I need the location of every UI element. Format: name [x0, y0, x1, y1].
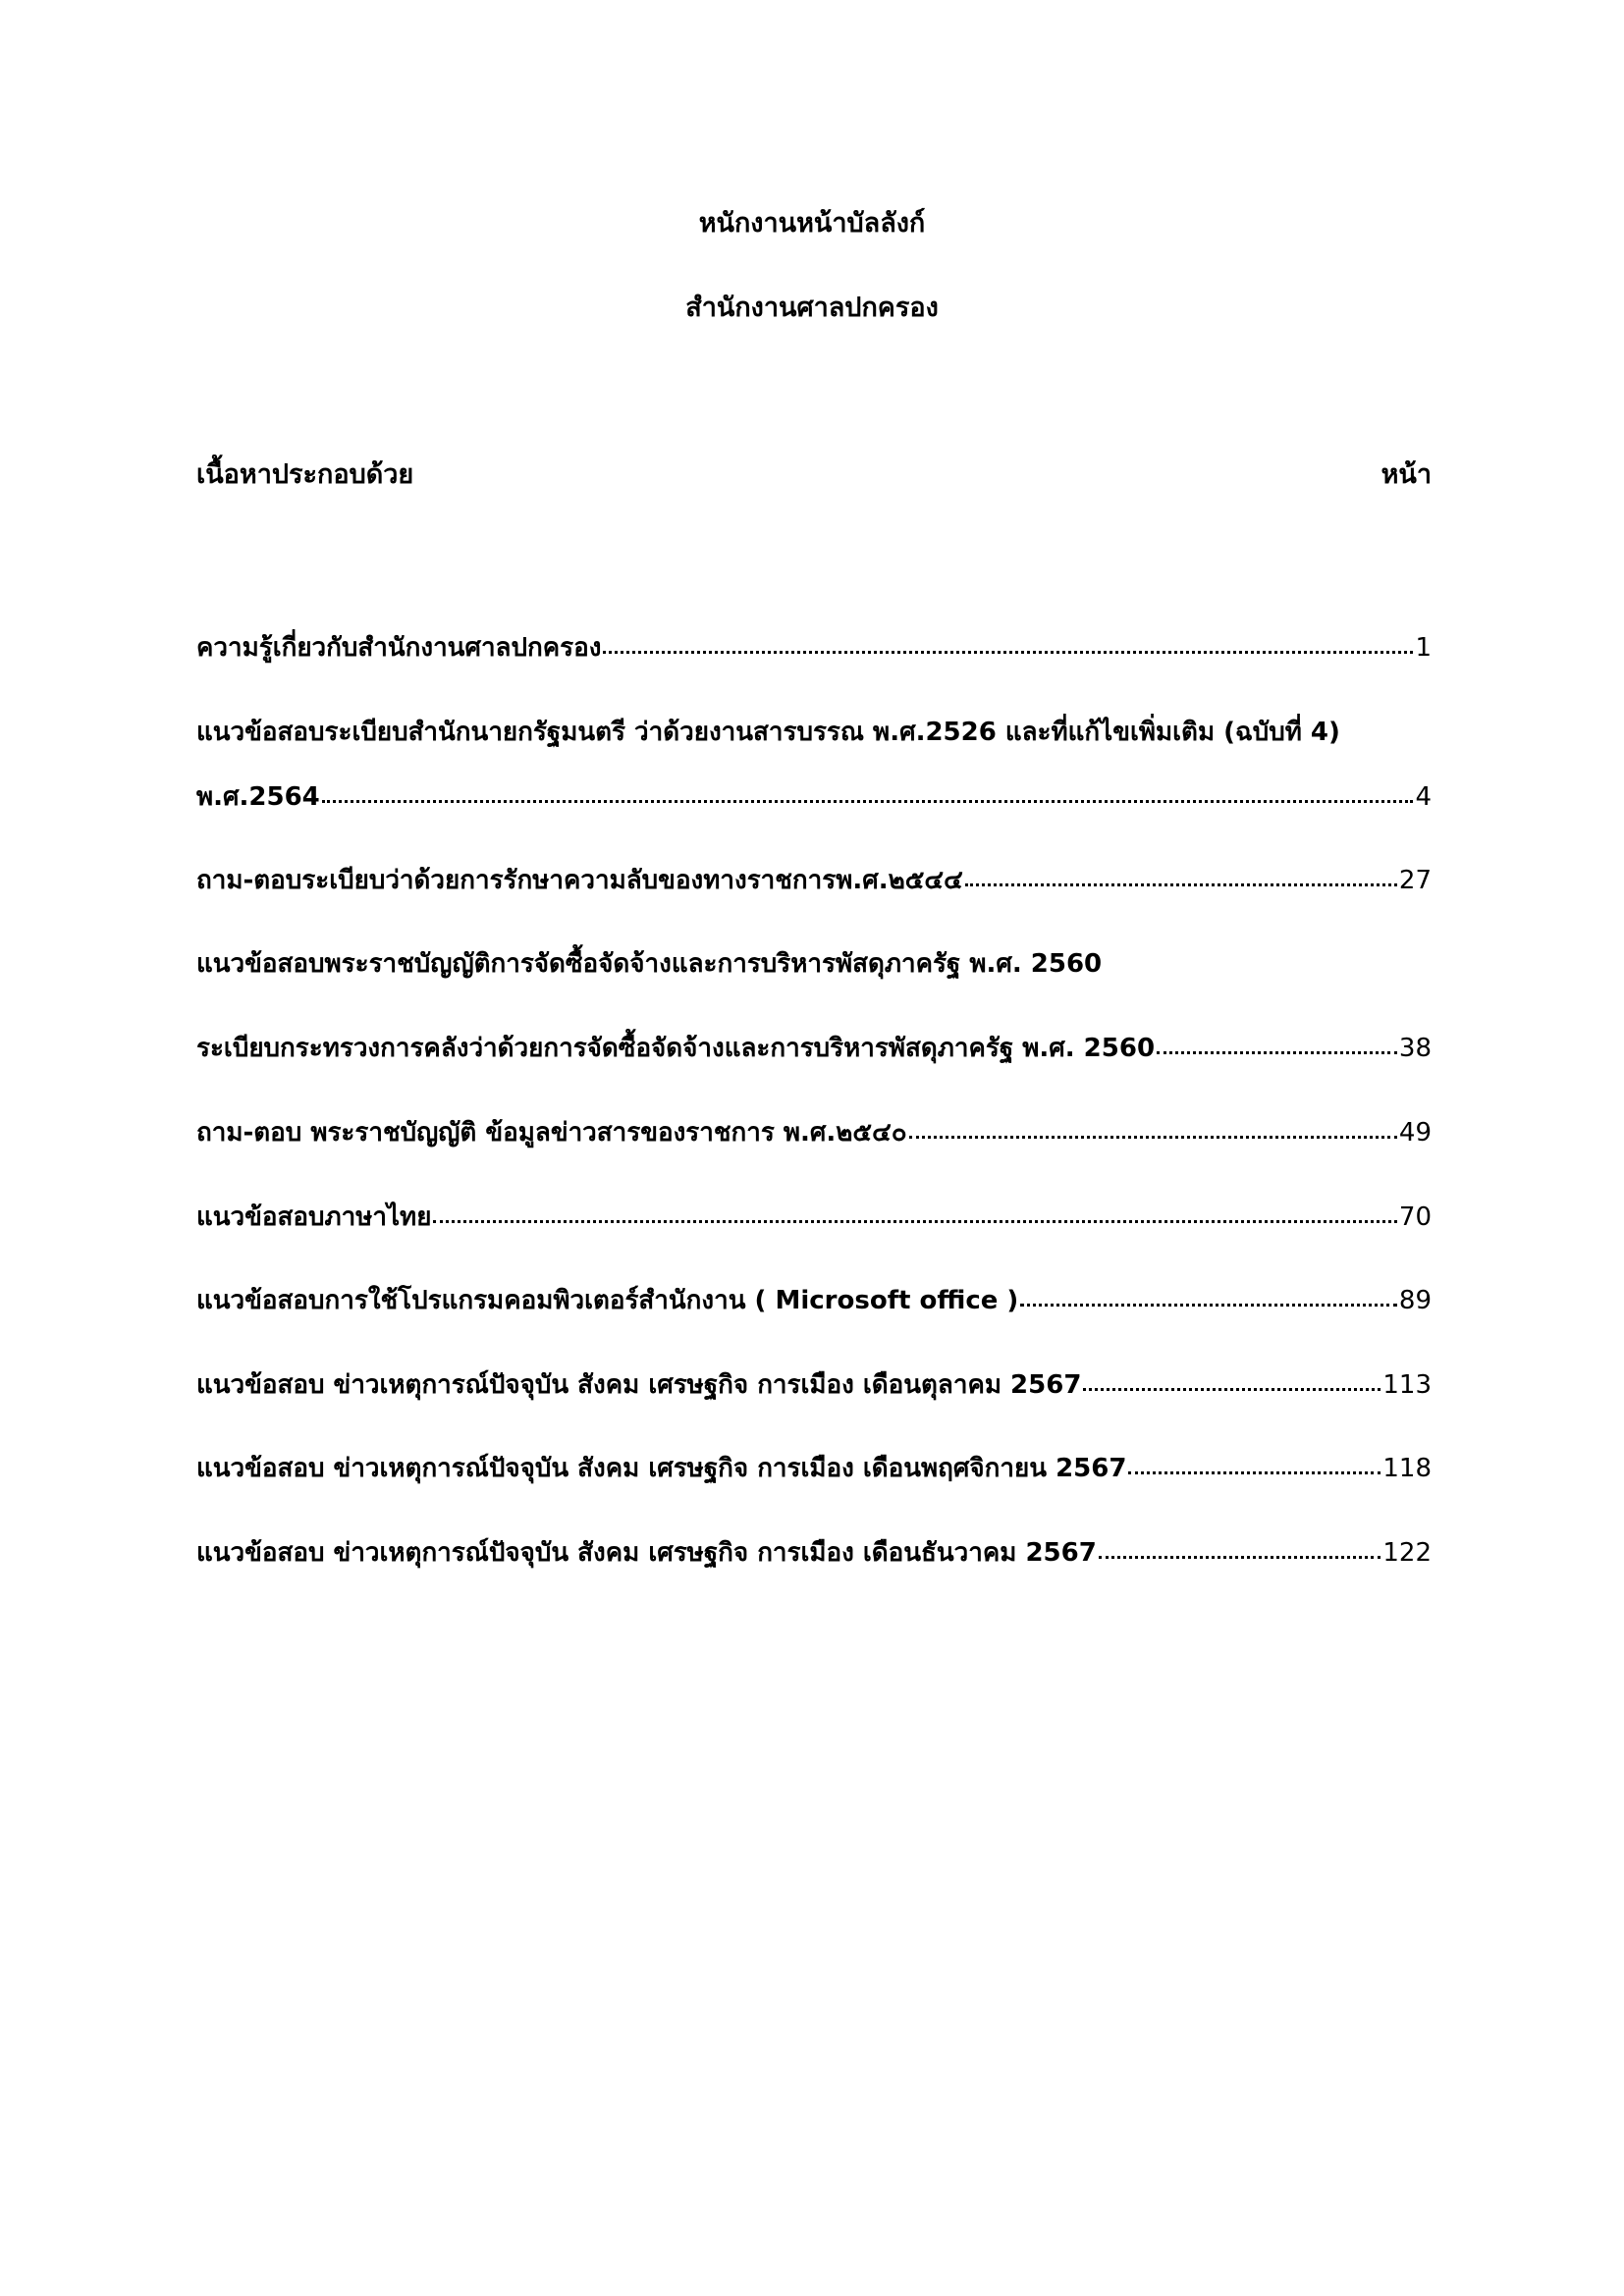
toc-leader-dots: [322, 792, 1414, 803]
toc-entry-label: ถาม-ตอบระเบียบว่าด้วยการรักษาความลับของทางราชการพ.ศ.๒๕๔๔: [196, 866, 963, 895]
toc-entry-page: 27: [1398, 866, 1432, 895]
toc-leader-dots: [603, 643, 1413, 654]
toc-heading-row: [196, 455, 1432, 495]
toc-entry-label: แนวข้อสอบพระราชบัญญัติการจัดซื้อจัดจ้างและการบริหารพัสดุภาครัฐ พ.ศ. 2560: [196, 949, 1103, 979]
toc-entry-label: แนวข้อสอบภาษาไทย: [196, 1202, 432, 1232]
toc-leader-dots: [1099, 1548, 1381, 1559]
toc-entry-page: 70: [1398, 1202, 1432, 1232]
toc-entry-page: 1: [1415, 633, 1432, 663]
toc-heading-page: หน้า: [1380, 459, 1432, 490]
toc-entry-label: ความรู้เกี่ยวกับสำนักงานศาลปกครอง: [196, 633, 602, 663]
toc-entry[interactable]: [196, 944, 1432, 984]
toc-leader-dots: [1020, 1296, 1397, 1307]
toc-entry-page: 122: [1382, 1538, 1432, 1568]
toc-entry-label: ระเบียบกระทรวงการคลังว่าด้วยการจัดซื้อจัดจ้างและการบริหารพัสดุภาครัฐ พ.ศ. 2560: [196, 1034, 1156, 1063]
toc-leader-dots: [909, 1128, 1397, 1139]
document-title: หนักงานหน้าบัลลังก์: [698, 208, 926, 239]
toc-entry-page: 89: [1398, 1286, 1432, 1315]
toc-entry[interactable]: [196, 861, 1432, 900]
toc-leader-dots: [1128, 1464, 1380, 1474]
toc-leader-dots: [433, 1212, 1396, 1223]
toc-entry[interactable]: [196, 1029, 1432, 1068]
toc-entry[interactable]: [196, 713, 1432, 752]
toc-leader-dots: [1157, 1043, 1397, 1054]
toc-entry-page: 113: [1382, 1370, 1432, 1400]
toc-entry-page: 4: [1415, 782, 1432, 812]
toc-entry[interactable]: [196, 1198, 1432, 1237]
toc-entry-page: 118: [1382, 1454, 1432, 1483]
document-subtitle: สำนักงานศาลปกครอง: [685, 293, 939, 323]
toc-entry-label: ถาม-ตอบ พระราชบัญญัติ ข้อมูลข่าวสารของราชการ พ.ศ.๒๕๔๐: [196, 1118, 907, 1148]
toc-entry-label: แนวข้อสอบ ข่าวเหตุการณ์ปัจจุบัน สังคม เศรษฐกิจ การเมือง เดือนธันวาคม 2567: [196, 1538, 1097, 1568]
toc-entry[interactable]: [196, 1281, 1432, 1320]
toc-heading-contents: เนื้อหาประกอบด้วย: [196, 459, 414, 490]
toc-entry[interactable]: [196, 1365, 1432, 1405]
toc-entry[interactable]: [196, 1113, 1432, 1152]
toc-entry-label: แนวข้อสอบ ข่าวเหตุการณ์ปัจจุบัน สังคม เศรษฐกิจ การเมือง เดือนตุลาคม 2567: [196, 1370, 1082, 1400]
toc-entry[interactable]: [196, 777, 1432, 817]
toc-leader-dots: [965, 876, 1397, 886]
toc-entry-page: 49: [1398, 1118, 1432, 1148]
toc-leader-dots: [1083, 1380, 1380, 1391]
toc-entry[interactable]: [196, 628, 1432, 667]
toc-entry-label: แนวข้อสอบระเบียบสำนักนายกรัฐมนตรี ว่าด้วยงานสารบรรณ พ.ศ.2526 และที่แก้ไขเพิ่มเติม (ฉบับที่ 4): [196, 718, 1340, 747]
toc-entry-label: พ.ศ.2564: [196, 782, 320, 812]
toc-entry[interactable]: [196, 1533, 1432, 1573]
toc-entry[interactable]: [196, 1449, 1432, 1488]
toc-entry-label: แนวข้อสอบการใช้โปรแกรมคอมพิวเตอร์สำนักงาน ( Microsoft office ): [196, 1286, 1019, 1315]
toc-entry-page: 38: [1398, 1034, 1432, 1063]
toc-entry-label: แนวข้อสอบ ข่าวเหตุการณ์ปัจจุบัน สังคม เศรษฐกิจ การเมือง เดือนพฤศจิกายน 2567: [196, 1454, 1127, 1483]
